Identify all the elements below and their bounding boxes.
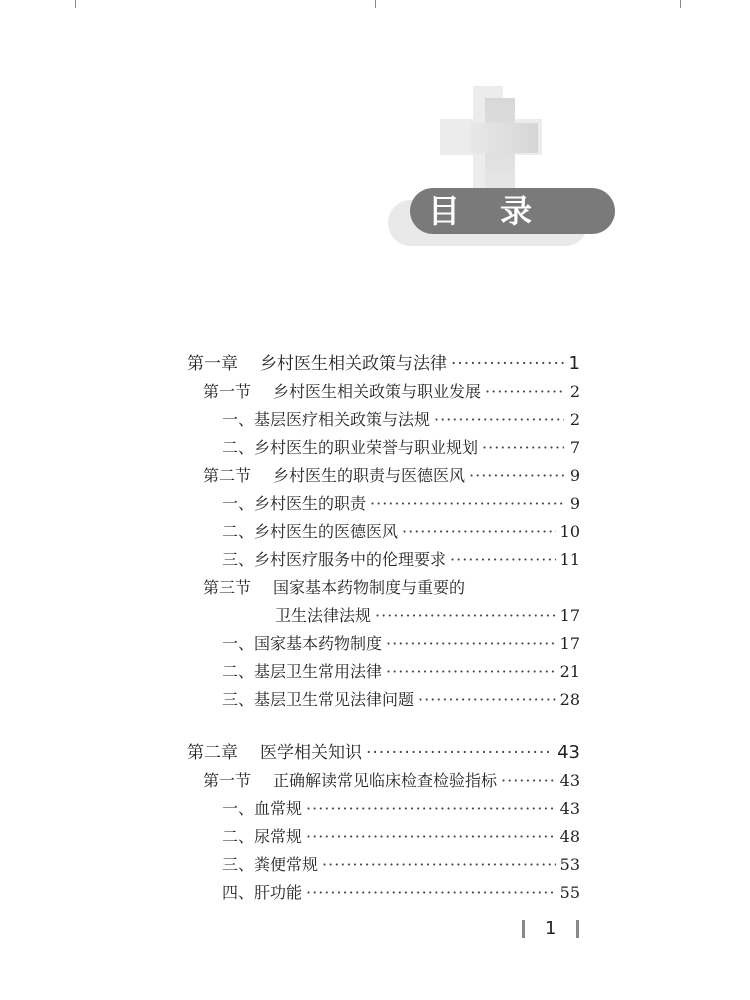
toc-page: 9 [569, 494, 580, 513]
toc-title: 二、乡村医生的职业荣誉与职业规划 [222, 438, 479, 457]
toc-title: 乡村医生的职责与医德医风 [273, 466, 466, 485]
toc-title: 一、血常规 [222, 799, 303, 818]
toc-title: 乡村医生相关政策与法律 [260, 354, 447, 374]
toc-item[interactable] [222, 825, 580, 849]
page-footer [522, 918, 579, 939]
toc-title: 一、基层医疗相关政策与法规 [222, 410, 431, 429]
toc-item[interactable] [222, 436, 580, 460]
toc-section[interactable] [203, 464, 580, 488]
toc-title: 一、乡村医生的职责 [222, 494, 367, 513]
toc-item[interactable] [222, 632, 580, 656]
toc-num: 第二章 [187, 743, 238, 763]
toc-page: 53 [559, 855, 580, 874]
toc-section[interactable] [203, 380, 580, 404]
toc-item[interactable] [222, 881, 580, 905]
toc-page: 11 [559, 550, 580, 569]
toc-page: 48 [559, 827, 580, 846]
page-number: 1 [545, 918, 557, 939]
toc-title: 二、乡村医生的医德医风 [222, 522, 399, 541]
crop-mark [75, 0, 76, 8]
toc-chapter[interactable] [187, 741, 580, 765]
toc-item[interactable] [222, 408, 580, 432]
toc-item[interactable] [222, 548, 580, 572]
toc-page: 55 [559, 883, 580, 902]
toc-page: 1 [568, 353, 580, 374]
toc-num: 第一节 [203, 382, 252, 401]
footer-bar-left [522, 920, 525, 938]
toc-item[interactable] [222, 688, 580, 712]
toc-page: 43 [559, 799, 580, 818]
toc-page: 21 [559, 662, 580, 681]
toc-title: 一、国家基本药物制度 [222, 634, 383, 653]
toc-title: 卫生法律法规 [275, 606, 372, 625]
toc-item[interactable] [222, 520, 580, 544]
toc-page: 2 [569, 382, 580, 401]
crop-mark [375, 0, 376, 8]
toc-page: 17 [559, 634, 580, 653]
toc-page: 2 [569, 410, 580, 429]
toc-section[interactable] [203, 769, 580, 793]
toc-page: 7 [569, 438, 580, 457]
toc-title: 正确解读常见临床检查检验指标 [273, 771, 498, 790]
toc-title: 二、尿常规 [222, 827, 303, 846]
crop-mark [680, 0, 681, 8]
page-title [410, 188, 615, 234]
toc-chapter[interactable] [187, 352, 580, 376]
toc-section[interactable] [203, 576, 465, 600]
toc-title: 三、粪便常规 [222, 855, 319, 874]
toc-page: 17 [559, 606, 580, 625]
toc-item[interactable] [222, 660, 580, 684]
toc-page: 28 [559, 690, 580, 709]
toc-title: 医学相关知识 [260, 743, 362, 763]
toc-title: 乡村医生相关政策与职业发展 [273, 382, 482, 401]
toc-title: 三、基层卫生常见法律问题 [222, 690, 415, 709]
toc-title: 三、乡村医疗服务中的伦理要求 [222, 550, 447, 569]
toc-num: 第一节 [203, 771, 252, 790]
toc-num: 第三节 [203, 578, 252, 597]
toc-num: 第一章 [187, 354, 238, 374]
title-char: 目 [428, 192, 463, 230]
toc-title: 国家基本药物制度与重要的 [273, 578, 466, 597]
toc-num: 第二节 [203, 466, 252, 485]
toc-item[interactable] [222, 492, 580, 516]
toc-page: 9 [569, 466, 580, 485]
toc-page: 43 [559, 771, 580, 790]
title-char: 录 [500, 192, 535, 230]
footer-bar-right [576, 920, 579, 938]
toc-page: 43 [557, 742, 580, 763]
toc-title: 二、基层卫生常用法律 [222, 662, 383, 681]
toc-item[interactable] [222, 797, 580, 821]
toc-item[interactable] [222, 853, 580, 877]
toc-section-continued[interactable] [275, 604, 580, 628]
toc-title: 四、肝功能 [222, 883, 303, 902]
toc-page: 10 [559, 522, 580, 541]
